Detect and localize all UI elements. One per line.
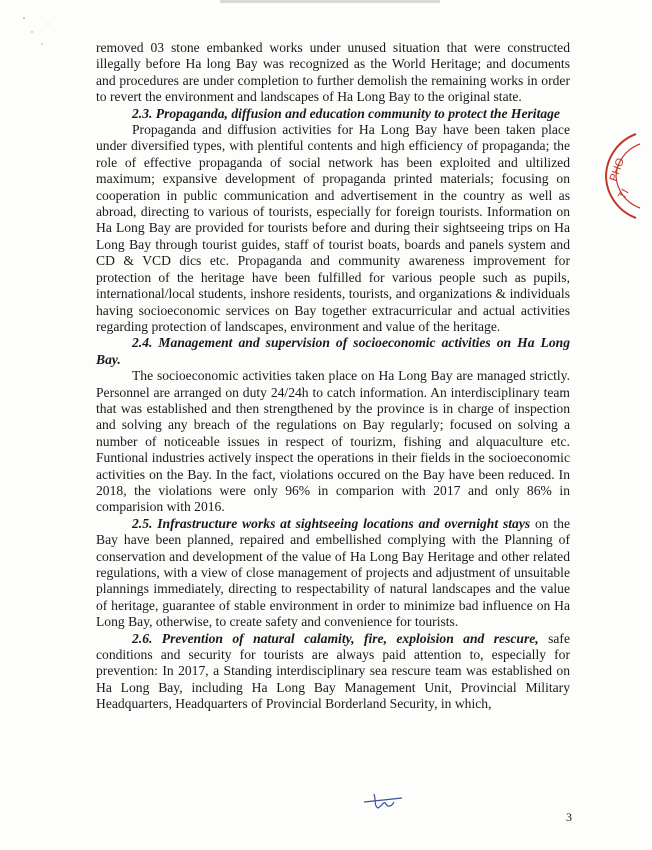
scan-artifact-dots — [20, 14, 80, 54]
heading-2-5: 2.5. Infrastructure works at sightseeing locations and overnight stays — [132, 515, 531, 531]
paragraph-2-3: Propaganda and diffusion activities for Ha Long Bay have been taken place under diversified types, with plentiful contents and high efficiency of propaganda; the role of effective propaganda of social network has been exploited and ultilized maximum; expansive development of propaganda printed materials; focusing on cooperation in public communication and advertisement in the country as well as abroad, directing to various of tourists, especially for foreign tourists. Information on Ha Long Bay are provided for tourists before and during their sightseeing trips on Ha Long Bay through tourist guides, staff of tourist boats, boards and panels system and CD & VCD dics etc. Propaganda and community awareness improvement for protection of the heritage have been fulfilled for various people such as pupils, international/local students, inshore residents, tourists, and organizations & individuals having socioeconomic services on Bay together extracurricular and actual activities regarding protection of landscapes, environment and value of the heritage. — [96, 122, 570, 334]
paragraph-2-5-text: on the Bay have been planned, repaired and embellished complying with the Planning of conservation and development of the value of Ha Long Bay Heritage and other related regulations, with a view of close management of projects and adjustment of unsuitable plannings immediately, directing to respectability of natural landscapes and the value of heritage, guarantee of stable environment in order to minimize bad influence on Ha Long Bay, otherwise, to create safety and convenience for tourists. — [96, 515, 571, 630]
svg-text:TI: TI — [616, 187, 632, 202]
heading-2-4: 2.4. Management and supervision of socioeconomic activities on Ha Long Bay. — [96, 335, 570, 367]
paragraph-2-6 — [96, 631, 570, 713]
heading-2-6: 2.6. Prevention of natural calamity, fire, exploision and rescure, — [132, 630, 539, 646]
handwritten-initials — [362, 790, 406, 812]
official-stamp-fragment — [592, 128, 652, 224]
paragraph-2-5 — [96, 516, 570, 631]
paragraph-intro: removed 03 stone embanked works under unused situation that were constructed illegally before Ha long Bay was recognized as the World Heritage; and documents and procedures are under completion to further demolish the remaining works in order to revert the environment and landscapes of Ha Long Bay to the original state. — [96, 40, 570, 105]
document-body — [96, 40, 570, 713]
heading-2-3: 2.3. Propaganda, diffusion and education community to protect the Heritage — [132, 105, 560, 121]
scan-top-smudge — [220, 0, 440, 8]
svg-text:PHO: PHO — [607, 156, 627, 184]
paragraph-2-4: The socioeconomic activities taken place on Ha Long Bay are managed strictly. Personnel are arranged on duty 24/24h to catch information. An interdisciplinary team that was established and then strengthened by the province is in charge of inspection and solving any breach of the regulations on Bay regularly; focused on solving a number of noticeable issues in respect of tourizm, fishing and alquaculture etc. Funtional industries actively inspect the operations in their fields in the socioeconomic activities on the Bay. In the fact, violations occured on the Bay have been reduced. In 2018, the violations were only 96% in comparion with 2017 and only 86% in comparision with 2016. — [96, 368, 570, 515]
paragraph-2-6-text: safe conditions and security for tourists are always paid attention to, especially for prevention: In 2017, a Standing interdisciplinary sea rescure team was established on Ha Long Bay, including Ha Long Bay Management Unit, Provincial Military Headquarters, Headquarters of Provincial Borderland Security, in which, — [96, 630, 570, 712]
page-number: 3 — [566, 810, 572, 824]
